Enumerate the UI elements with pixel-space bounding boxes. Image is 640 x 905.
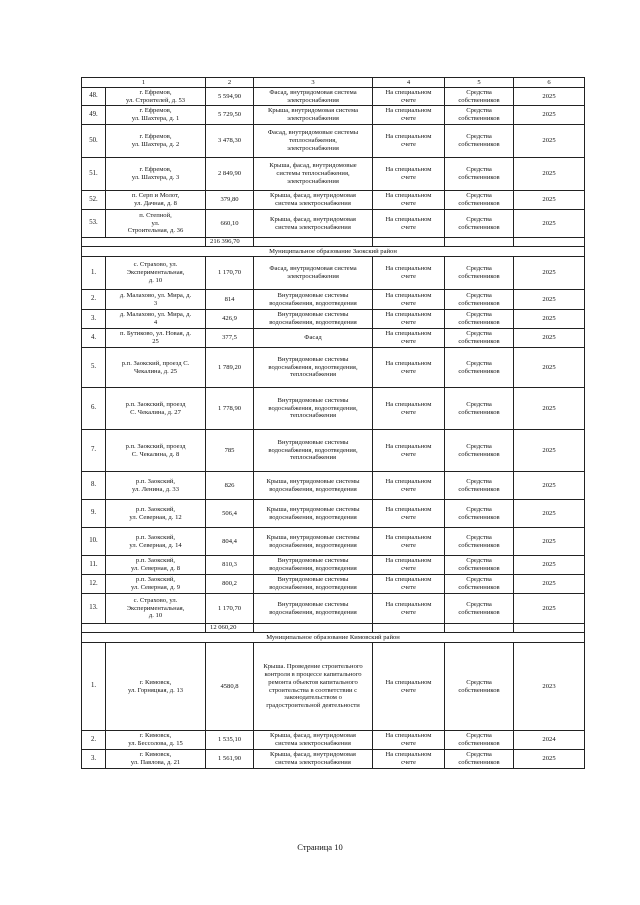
table-row bbox=[82, 500, 585, 528]
funding-source-cell: Средства собственников bbox=[445, 594, 514, 624]
address-cell: д. Малахово, ул. Мира, д. 3 bbox=[106, 290, 206, 310]
address-cell: р.п. Заокский, ул. Северная, д. 9 bbox=[106, 575, 206, 594]
year-cell: 2025 bbox=[514, 310, 585, 329]
row-number-cell: 5. bbox=[82, 348, 106, 388]
header-cell: 2 bbox=[206, 78, 254, 88]
account-cell: На специальном счете bbox=[373, 348, 445, 388]
year-cell: 2025 bbox=[514, 472, 585, 500]
address-cell: д. Малахово, ул. Мира, д. 4 bbox=[106, 310, 206, 329]
works-cell: Внутридомовые системы водоснабжения, водоотведения bbox=[254, 556, 373, 575]
year-cell: 2025 bbox=[514, 348, 585, 388]
row-number-cell: 9. bbox=[82, 500, 106, 528]
funding-source-cell: Средства собственников bbox=[445, 257, 514, 290]
funding-source-cell: Средства собственников bbox=[445, 430, 514, 472]
works-cell: Внутридомовые системы водоснабжения, водоотведения bbox=[254, 575, 373, 594]
subtotal-blank-cell bbox=[514, 238, 585, 247]
table-row bbox=[82, 210, 585, 238]
header-cell: 3 bbox=[254, 78, 373, 88]
area-cell: 1 535,10 bbox=[206, 731, 254, 750]
works-cell: Внутридомовые системы водоснабжения, водоотведения bbox=[254, 310, 373, 329]
works-cell: Внутридомовые системы водоснабжения, водоотведения, теплоснабжения bbox=[254, 430, 373, 472]
area-cell: 826 bbox=[206, 472, 254, 500]
year-cell: 2025 bbox=[514, 210, 585, 238]
area-cell: 1 778,90 bbox=[206, 388, 254, 430]
address-cell: г. Кимовск, ул. Павлова, д. 21 bbox=[106, 750, 206, 769]
table-row bbox=[82, 556, 585, 575]
area-cell: 1 561,90 bbox=[206, 750, 254, 769]
subtotal-blank-cell bbox=[445, 624, 514, 633]
table-row bbox=[82, 191, 585, 210]
row-number-cell: 51. bbox=[82, 158, 106, 191]
area-cell: 660,10 bbox=[206, 210, 254, 238]
table-row bbox=[82, 88, 585, 106]
funding-source-cell: Средства собственников bbox=[445, 348, 514, 388]
account-cell: На специальном счете bbox=[373, 210, 445, 238]
area-cell: 1 170,70 bbox=[206, 257, 254, 290]
table-row bbox=[82, 348, 585, 388]
address-cell: п. Бутиково, ул. Новая, д. 25 bbox=[106, 329, 206, 348]
year-cell: 2025 bbox=[514, 556, 585, 575]
area-cell: 426,9 bbox=[206, 310, 254, 329]
account-cell: На специальном счете bbox=[373, 528, 445, 556]
year-cell: 2025 bbox=[514, 158, 585, 191]
works-cell: Крыша, внутридомовые системы водоснабжения, водоотведения bbox=[254, 500, 373, 528]
funding-source-cell: Средства собственников bbox=[445, 106, 514, 125]
row-number-cell: 49. bbox=[82, 106, 106, 125]
table-row bbox=[82, 329, 585, 348]
row-number-cell: 7. bbox=[82, 430, 106, 472]
row-number-cell: 6. bbox=[82, 388, 106, 430]
account-cell: На специальном счете bbox=[373, 643, 445, 731]
subtotal-blank-cell bbox=[373, 238, 445, 247]
funding-source-cell: Средства собственников bbox=[445, 731, 514, 750]
year-cell: 2025 bbox=[514, 528, 585, 556]
works-cell: Крыша, фасад, внутридомовая система электроснабжения bbox=[254, 750, 373, 769]
row-number-cell: 2. bbox=[82, 290, 106, 310]
subtotal-blank-cell bbox=[254, 624, 373, 633]
year-cell: 2025 bbox=[514, 88, 585, 106]
row-number-cell: 53. bbox=[82, 210, 106, 238]
account-cell: На специальном счете bbox=[373, 310, 445, 329]
table-row bbox=[82, 388, 585, 430]
year-cell: 2024 bbox=[514, 731, 585, 750]
table-body bbox=[82, 78, 585, 769]
table-row bbox=[82, 125, 585, 158]
year-cell: 2025 bbox=[514, 257, 585, 290]
area-cell: 4580,8 bbox=[206, 643, 254, 731]
address-cell: р.п. Заокский, ул. Ленина, д. 33 bbox=[106, 472, 206, 500]
address-cell: с. Страхово, ул. Экспериментальная, д. 10 bbox=[106, 594, 206, 624]
address-cell: г. Ефремов, ул. Шахтера, д. 3 bbox=[106, 158, 206, 191]
works-cell: Крыша, фасад, внутридомовая система электроснабжения bbox=[254, 191, 373, 210]
address-cell: г. Ефремов, ул. Шахтера, д. 2 bbox=[106, 125, 206, 158]
section-header-row bbox=[82, 247, 585, 257]
works-cell: Фасад, внутридомовая система электроснабжения bbox=[254, 257, 373, 290]
row-number-cell: 52. bbox=[82, 191, 106, 210]
address-cell: р.п. Заокский, ул. Северная, д. 14 bbox=[106, 528, 206, 556]
row-number-cell: 1. bbox=[82, 643, 106, 731]
account-cell: На специальном счете bbox=[373, 125, 445, 158]
funding-source-cell: Средства собственников bbox=[445, 310, 514, 329]
account-cell: На специальном счете bbox=[373, 731, 445, 750]
address-cell: р.п. Заокский, проезд С. Чекалина, д. 25 bbox=[106, 348, 206, 388]
row-number-cell: 50. bbox=[82, 125, 106, 158]
row-number-cell: 10. bbox=[82, 528, 106, 556]
funding-source-cell: Средства собственников bbox=[445, 472, 514, 500]
table-row bbox=[82, 731, 585, 750]
year-cell: 2025 bbox=[514, 191, 585, 210]
works-cell: Внутридомовые системы водоснабжения, водоотведения, теплоснабжения bbox=[254, 388, 373, 430]
row-number-cell: 8. bbox=[82, 472, 106, 500]
year-cell: 2025 bbox=[514, 388, 585, 430]
year-cell: 2025 bbox=[514, 329, 585, 348]
works-cell: Крыша. Проведение строительного контроля в процессе капитального ремонта объектов капитального строительства в соответствии с законодательством о градостроительной деятельности bbox=[254, 643, 373, 731]
table-row bbox=[82, 158, 585, 191]
subtotal-blank-cell bbox=[373, 624, 445, 633]
funding-source-cell: Средства собственников bbox=[445, 191, 514, 210]
account-cell: На специальном счете bbox=[373, 106, 445, 125]
funding-source-cell: Средства собственников bbox=[445, 125, 514, 158]
subtotal-row bbox=[82, 624, 585, 633]
table-row bbox=[82, 290, 585, 310]
funding-source-cell: Средства собственников bbox=[445, 158, 514, 191]
column-number-header-row bbox=[82, 78, 585, 88]
row-number-cell: 48. bbox=[82, 88, 106, 106]
works-cell: Крыша, фасад, внутридомовая система электроснабжения bbox=[254, 731, 373, 750]
address-cell: г. Ефремов, ул. Шахтера, д. 1 bbox=[106, 106, 206, 125]
section-title-cell: Муниципальное образование Кимовский район bbox=[82, 633, 585, 643]
works-cell: Крыша, фасад, внутридомовая система электроснабжения bbox=[254, 210, 373, 238]
header-cell: 4 bbox=[373, 78, 445, 88]
year-cell: 2025 bbox=[514, 594, 585, 624]
funding-source-cell: Средства собственников bbox=[445, 528, 514, 556]
area-cell: 785 bbox=[206, 430, 254, 472]
subtotal-blank-cell bbox=[445, 238, 514, 247]
funding-source-cell: Средства собственников bbox=[445, 575, 514, 594]
funding-source-cell: Средства собственников bbox=[445, 556, 514, 575]
table-row bbox=[82, 575, 585, 594]
table-row bbox=[82, 430, 585, 472]
header-cell: 6 bbox=[514, 78, 585, 88]
works-cell: Внутридомовые системы водоснабжения, водоотведения bbox=[254, 290, 373, 310]
row-number-cell: 2. bbox=[82, 731, 106, 750]
works-cell: Крыша, внутридомовые системы водоснабжения, водоотведения bbox=[254, 472, 373, 500]
works-cell: Фасад bbox=[254, 329, 373, 348]
account-cell: На специальном счете bbox=[373, 388, 445, 430]
address-cell: р.п. Заокский, ул. Северная, д. 8 bbox=[106, 556, 206, 575]
works-cell: Внутридомовые системы водоснабжения, водоотведения bbox=[254, 594, 373, 624]
works-cell: Внутридомовые системы водоснабжения, водоотведения, теплоснабжения bbox=[254, 348, 373, 388]
table-row bbox=[82, 594, 585, 624]
area-cell: 506,4 bbox=[206, 500, 254, 528]
table-row bbox=[82, 257, 585, 290]
works-cell: Фасад, внутридомовая система электроснабжения bbox=[254, 88, 373, 106]
area-cell: 804,4 bbox=[206, 528, 254, 556]
table-row bbox=[82, 750, 585, 769]
year-cell: 2025 bbox=[514, 430, 585, 472]
repair-plan-table bbox=[81, 77, 585, 769]
header-cell: 5 bbox=[445, 78, 514, 88]
address-cell: п. Серп и Молот, ул. Дачная, д. 8 bbox=[106, 191, 206, 210]
subtotal-row bbox=[82, 238, 585, 247]
works-cell: Крыша, внутридомовая система электроснабжения bbox=[254, 106, 373, 125]
works-cell: Крыша, внутридомовые системы водоснабжения, водоотведения bbox=[254, 528, 373, 556]
row-number-cell: 11. bbox=[82, 556, 106, 575]
area-cell: 800,2 bbox=[206, 575, 254, 594]
area-cell: 5 729,50 bbox=[206, 106, 254, 125]
area-cell: 5 594,90 bbox=[206, 88, 254, 106]
account-cell: На специальном счете bbox=[373, 191, 445, 210]
account-cell: На специальном счете bbox=[373, 594, 445, 624]
funding-source-cell: Средства собственников bbox=[445, 210, 514, 238]
area-cell: 1 170,70 bbox=[206, 594, 254, 624]
header-cell: 1 bbox=[82, 78, 206, 88]
subtotal-blank-cell bbox=[82, 624, 206, 633]
funding-source-cell: Средства собственников bbox=[445, 388, 514, 430]
works-cell: Фасад, внутридомовые системы теплоснабжения, электроснабжения bbox=[254, 125, 373, 158]
account-cell: На специальном счете bbox=[373, 329, 445, 348]
account-cell: На специальном счете bbox=[373, 575, 445, 594]
table-row bbox=[82, 106, 585, 125]
row-number-cell: 12. bbox=[82, 575, 106, 594]
row-number-cell: 3. bbox=[82, 310, 106, 329]
area-cell: 810,3 bbox=[206, 556, 254, 575]
row-number-cell: 4. bbox=[82, 329, 106, 348]
address-cell: р.п. Заокский, ул. Северная, д. 12 bbox=[106, 500, 206, 528]
funding-source-cell: Средства собственников bbox=[445, 329, 514, 348]
table-row bbox=[82, 472, 585, 500]
area-cell: 377,5 bbox=[206, 329, 254, 348]
area-cell: 379,80 bbox=[206, 191, 254, 210]
row-number-cell: 1. bbox=[82, 257, 106, 290]
area-cell: 814 bbox=[206, 290, 254, 310]
year-cell: 2025 bbox=[514, 750, 585, 769]
address-cell: п. Степной, ул. Строительная, д. 36 bbox=[106, 210, 206, 238]
subtotal-blank-cell bbox=[254, 238, 373, 247]
row-number-cell: 13. bbox=[82, 594, 106, 624]
account-cell: На специальном счете bbox=[373, 290, 445, 310]
row-number-cell: 3. bbox=[82, 750, 106, 769]
table-row bbox=[82, 310, 585, 329]
subtotal-value-cell: 216 396,70 bbox=[206, 238, 254, 247]
funding-source-cell: Средства собственников bbox=[445, 290, 514, 310]
funding-source-cell: Средства собственников bbox=[445, 88, 514, 106]
year-cell: 2025 bbox=[514, 290, 585, 310]
subtotal-blank-cell bbox=[82, 238, 206, 247]
table-row bbox=[82, 643, 585, 731]
account-cell: На специальном счете bbox=[373, 257, 445, 290]
address-cell: р.п. Заокский, проезд С. Чекалина, д. 8 bbox=[106, 430, 206, 472]
area-cell: 3 478,30 bbox=[206, 125, 254, 158]
address-cell: г. Кимовск, ул. Бессолова, д. 15 bbox=[106, 731, 206, 750]
year-cell: 2025 bbox=[514, 500, 585, 528]
page-number: Страница 10 bbox=[297, 842, 343, 852]
works-cell: Крыша, фасад, внутридомовые системы теплоснабжения, электроснабжения bbox=[254, 158, 373, 191]
account-cell: На специальном счете bbox=[373, 750, 445, 769]
funding-source-cell: Средства собственников bbox=[445, 750, 514, 769]
funding-source-cell: Средства собственников bbox=[445, 643, 514, 731]
year-cell: 2025 bbox=[514, 106, 585, 125]
subtotal-blank-cell bbox=[514, 624, 585, 633]
account-cell: На специальном счете bbox=[373, 500, 445, 528]
account-cell: На специальном счете bbox=[373, 158, 445, 191]
year-cell: 2023 bbox=[514, 643, 585, 731]
account-cell: На специальном счете bbox=[373, 472, 445, 500]
account-cell: На специальном счете bbox=[373, 430, 445, 472]
funding-source-cell: Средства собственников bbox=[445, 500, 514, 528]
address-cell: р.п. Заокский, проезд С. Чекалина, д. 27 bbox=[106, 388, 206, 430]
area-cell: 1 789,20 bbox=[206, 348, 254, 388]
area-cell: 2 849,90 bbox=[206, 158, 254, 191]
table-row bbox=[82, 528, 585, 556]
account-cell: На специальном счете bbox=[373, 556, 445, 575]
section-title-cell: Муниципальное образование Заокский район bbox=[82, 247, 585, 257]
section-header-row bbox=[82, 633, 585, 643]
address-cell: с. Страхово, ул. Экспериментальная, д. 10 bbox=[106, 257, 206, 290]
address-cell: г. Кимовск, ул. Горняцкая, д. 13 bbox=[106, 643, 206, 731]
account-cell: На специальном счете bbox=[373, 88, 445, 106]
address-cell: г. Ефремов, ул. Строителей, д. 53 bbox=[106, 88, 206, 106]
year-cell: 2025 bbox=[514, 575, 585, 594]
subtotal-value-cell: 12 060,20 bbox=[206, 624, 254, 633]
year-cell: 2025 bbox=[514, 125, 585, 158]
